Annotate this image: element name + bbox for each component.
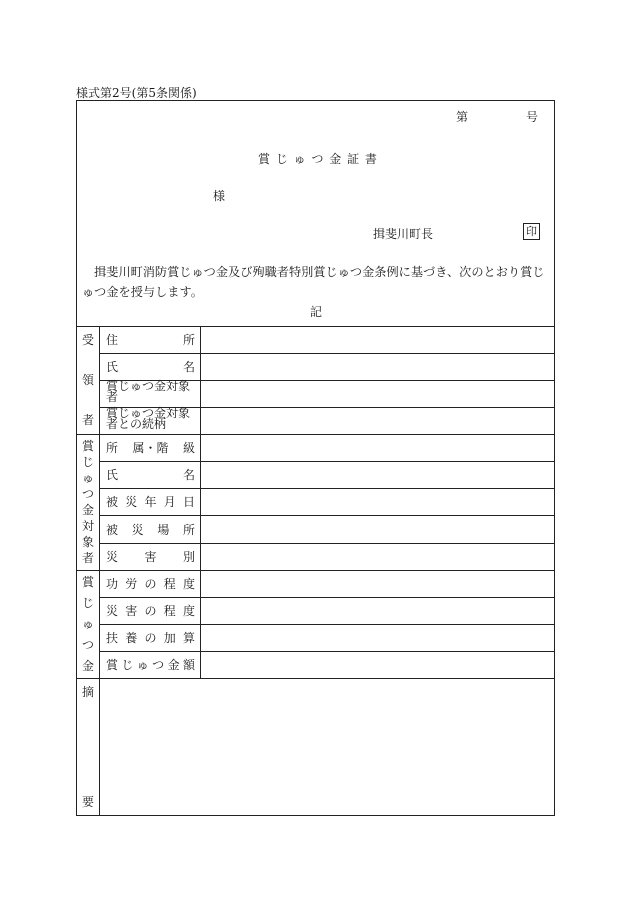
label-char: 住 <box>106 333 119 347</box>
label-char: ゅ <box>136 658 149 672</box>
label-char: 度 <box>182 604 195 618</box>
label-char: 被 <box>106 522 119 537</box>
certificate-body: 揖斐川町消防賞じゅつ金及び殉職者特別賞じゅつ金条例に基づき、次のとおり賞じゅつ金を授与します。 <box>82 265 545 299</box>
form-caption: 様式第2号(第5条関係) <box>76 86 197 100</box>
field-label-incident-date <box>106 488 195 515</box>
label-char: じ <box>121 658 134 672</box>
label-char: 月 <box>163 495 176 509</box>
label-char: 賞 <box>106 658 119 672</box>
vchar: 要 <box>81 795 94 809</box>
label-char: 所 <box>182 333 195 347</box>
issuer-title: 揖斐川町長 <box>373 227 434 241</box>
group-label-column-line <box>99 326 100 816</box>
field-label-merit-degree <box>106 570 195 597</box>
section-label-award <box>77 570 99 678</box>
label-char: 属・階 <box>132 441 169 455</box>
field-label-disaster-type <box>106 543 195 570</box>
label-char: 災 <box>106 604 119 618</box>
vchar: 金 <box>81 503 94 517</box>
label-char: 労 <box>125 577 138 591</box>
field-label-incident-place <box>106 515 195 543</box>
vchar: 金 <box>81 659 94 673</box>
label-char: 年 <box>144 495 157 509</box>
vchar: つ <box>81 487 94 501</box>
vchar: 受 <box>81 333 94 347</box>
label-char: 程 <box>163 577 176 591</box>
field-label-damage-degree <box>106 597 195 624</box>
label-char: 所 <box>182 522 195 537</box>
label-char: 算 <box>182 631 195 645</box>
field-label-target-person: 賞じゅつ金対象者 <box>106 379 191 404</box>
label-char: 場 <box>157 522 170 537</box>
label-char: 養 <box>125 631 138 645</box>
label-char: 金 <box>167 658 180 672</box>
label-char: 額 <box>182 658 195 672</box>
field-label-affiliation-rank <box>106 434 195 461</box>
recipient-suffix: 様 <box>213 189 226 203</box>
number-suffix: 号 <box>526 110 539 124</box>
vchar: ゅ <box>81 471 94 485</box>
label-char: 度 <box>182 577 195 591</box>
section-label-target <box>77 434 99 570</box>
vchar: じ <box>81 596 94 610</box>
vchar: 賞 <box>81 575 94 589</box>
label-char: 扶 <box>106 631 119 645</box>
vchar: 者 <box>81 551 94 565</box>
label-char: 名 <box>182 360 195 374</box>
field-label-dependent-addition <box>106 624 195 651</box>
label-char: 日 <box>182 495 195 509</box>
field-label-name <box>106 353 195 380</box>
vchar: じ <box>81 455 94 469</box>
seal-mark: 印 <box>523 223 540 240</box>
field-label-target-name <box>106 461 195 488</box>
label-char: 災 <box>125 495 138 509</box>
label-char: の <box>144 577 157 591</box>
label-char: 名 <box>182 468 195 482</box>
label-char: 害 <box>125 604 138 618</box>
section-label-recipient <box>77 326 99 434</box>
label-char: つ <box>152 658 165 672</box>
vchar: 賞 <box>81 439 94 453</box>
certificate-title: 賞 じ ゅ つ 金 証 書 <box>258 152 378 166</box>
label-char: 所 <box>106 441 119 455</box>
section-label-remarks <box>77 678 99 816</box>
field-label-award-amount <box>106 651 195 678</box>
field-label-column-line <box>200 326 201 678</box>
field-label-relationship: 賞じゅつ金対象者との続柄 <box>106 406 191 431</box>
label-char: 被 <box>106 495 119 509</box>
label-char: 加 <box>163 631 176 645</box>
label-char: の <box>144 631 157 645</box>
field-label-address <box>106 326 195 353</box>
label-char: 災 <box>131 522 144 537</box>
label-char: 氏 <box>106 360 119 374</box>
label-char: 害 <box>144 550 157 564</box>
vchar: 者 <box>81 413 94 427</box>
section3-divider <box>76 678 555 679</box>
label-char: 災 <box>106 550 119 564</box>
label-char: の <box>144 604 157 618</box>
label-char: 程 <box>163 604 176 618</box>
vchar: 摘 <box>81 685 94 699</box>
number-prefix: 第 <box>456 110 469 124</box>
label-char: 別 <box>182 550 195 564</box>
vchar: ゅ <box>81 617 94 631</box>
vchar: 領 <box>81 373 94 387</box>
vchar: つ <box>81 638 94 652</box>
ki-label: 記 <box>310 305 323 319</box>
label-char: 級 <box>182 441 195 455</box>
vchar: 象 <box>81 535 94 549</box>
label-char: 氏 <box>106 468 119 482</box>
vchar: 対 <box>81 519 94 533</box>
label-char: 功 <box>106 577 119 591</box>
